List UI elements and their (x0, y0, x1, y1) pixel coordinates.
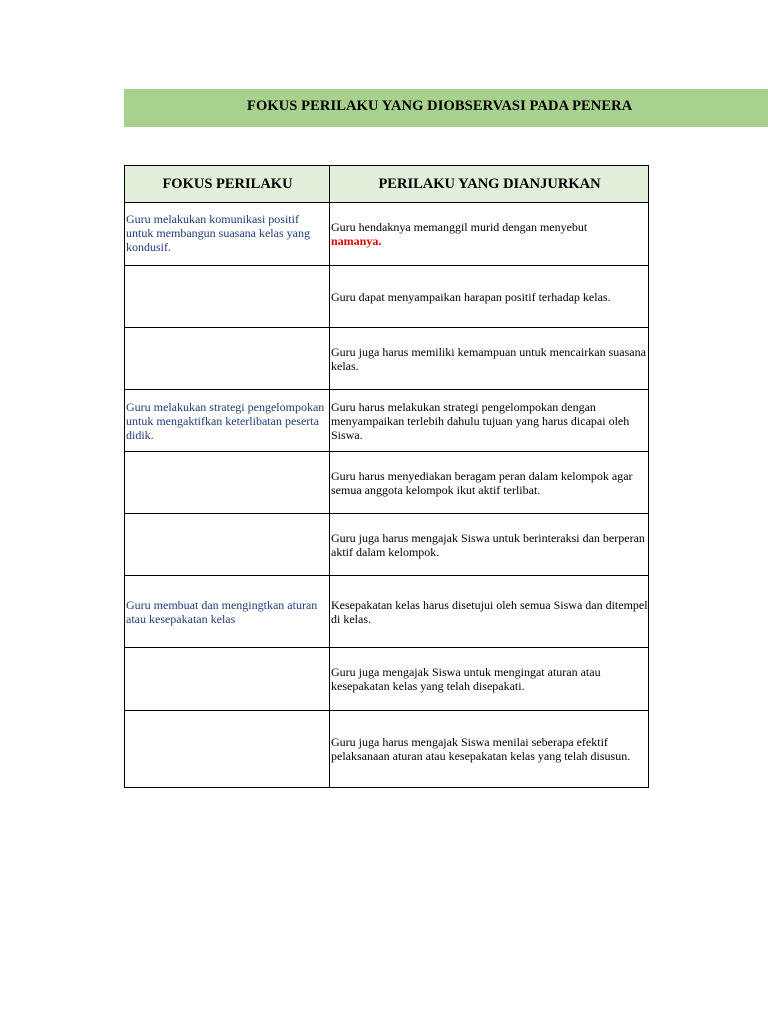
banner-title: FOKUS PERILAKU YANG DIOBSERVASI PADA PENERA (247, 98, 633, 114)
table-row (125, 328, 649, 390)
focus-cell (125, 648, 330, 711)
table-row (125, 711, 649, 788)
table-header-row (125, 166, 649, 203)
behavior-text: Guru hendaknya memanggil murid dengan menyebut (331, 220, 588, 234)
behavior-cell: Kesepakatan kelas harus disetujui oleh semua Siswa dan ditempel di kelas. (330, 576, 649, 648)
table-row (125, 648, 649, 711)
focus-cell (125, 711, 330, 788)
focus-cell (125, 452, 330, 514)
focus-cell (125, 514, 330, 576)
table-row (125, 452, 649, 514)
behavior-cell (330, 203, 649, 266)
behavior-cell: Guru dapat menyampaikan harapan positif terhadap kelas. (330, 266, 649, 328)
table-row (125, 576, 649, 648)
behavior-cell: Guru juga harus mengajak Siswa menilai seberapa efektif pelaksanaan aturan atau kesepakatan kelas yang telah disusun. (330, 711, 649, 788)
behavior-cell: Guru harus menyediakan beragam peran dalam kelompok agar semua anggota kelompok ikut aktif terlibat. (330, 452, 649, 514)
header-behavior: PERILAKU YANG DIANJURKAN (330, 166, 649, 203)
behavior-cell: Guru juga harus memiliki kemampuan untuk mencairkan suasana kelas. (330, 328, 649, 390)
focus-cell (125, 266, 330, 328)
behavior-cell: Guru juga mengajak Siswa untuk mengingat aturan atau kesepakatan kelas yang telah disepakati. (330, 648, 649, 711)
behavior-highlight: namanya. (331, 234, 382, 248)
header-focus: FOKUS PERILAKU (125, 166, 330, 203)
behavior-cell: Guru juga harus mengajak Siswa untuk berinteraksi dan berperan aktif dalam kelompok. (330, 514, 649, 576)
focus-cell: Guru melakukan strategi pengelompokan untuk mengaktifkan keterlibatan peserta didik. (125, 390, 330, 452)
table-row (125, 203, 649, 266)
focus-cell: Guru membuat dan mengingtkan aturan atau kesepakatan kelas (125, 576, 330, 648)
behavior-cell: Guru harus melakukan strategi pengelompokan dengan menyampaikan terlebih dahulu tujuan yang harus dicapai oleh Siswa. (330, 390, 649, 452)
table-row (125, 266, 649, 328)
title-banner (124, 89, 768, 127)
table-row (125, 514, 649, 576)
table-row (125, 390, 649, 452)
behavior-table (124, 165, 649, 788)
focus-cell: Guru melakukan komunikasi positif untuk membangun suasana kelas yang kondusif. (125, 203, 330, 266)
focus-cell (125, 328, 330, 390)
